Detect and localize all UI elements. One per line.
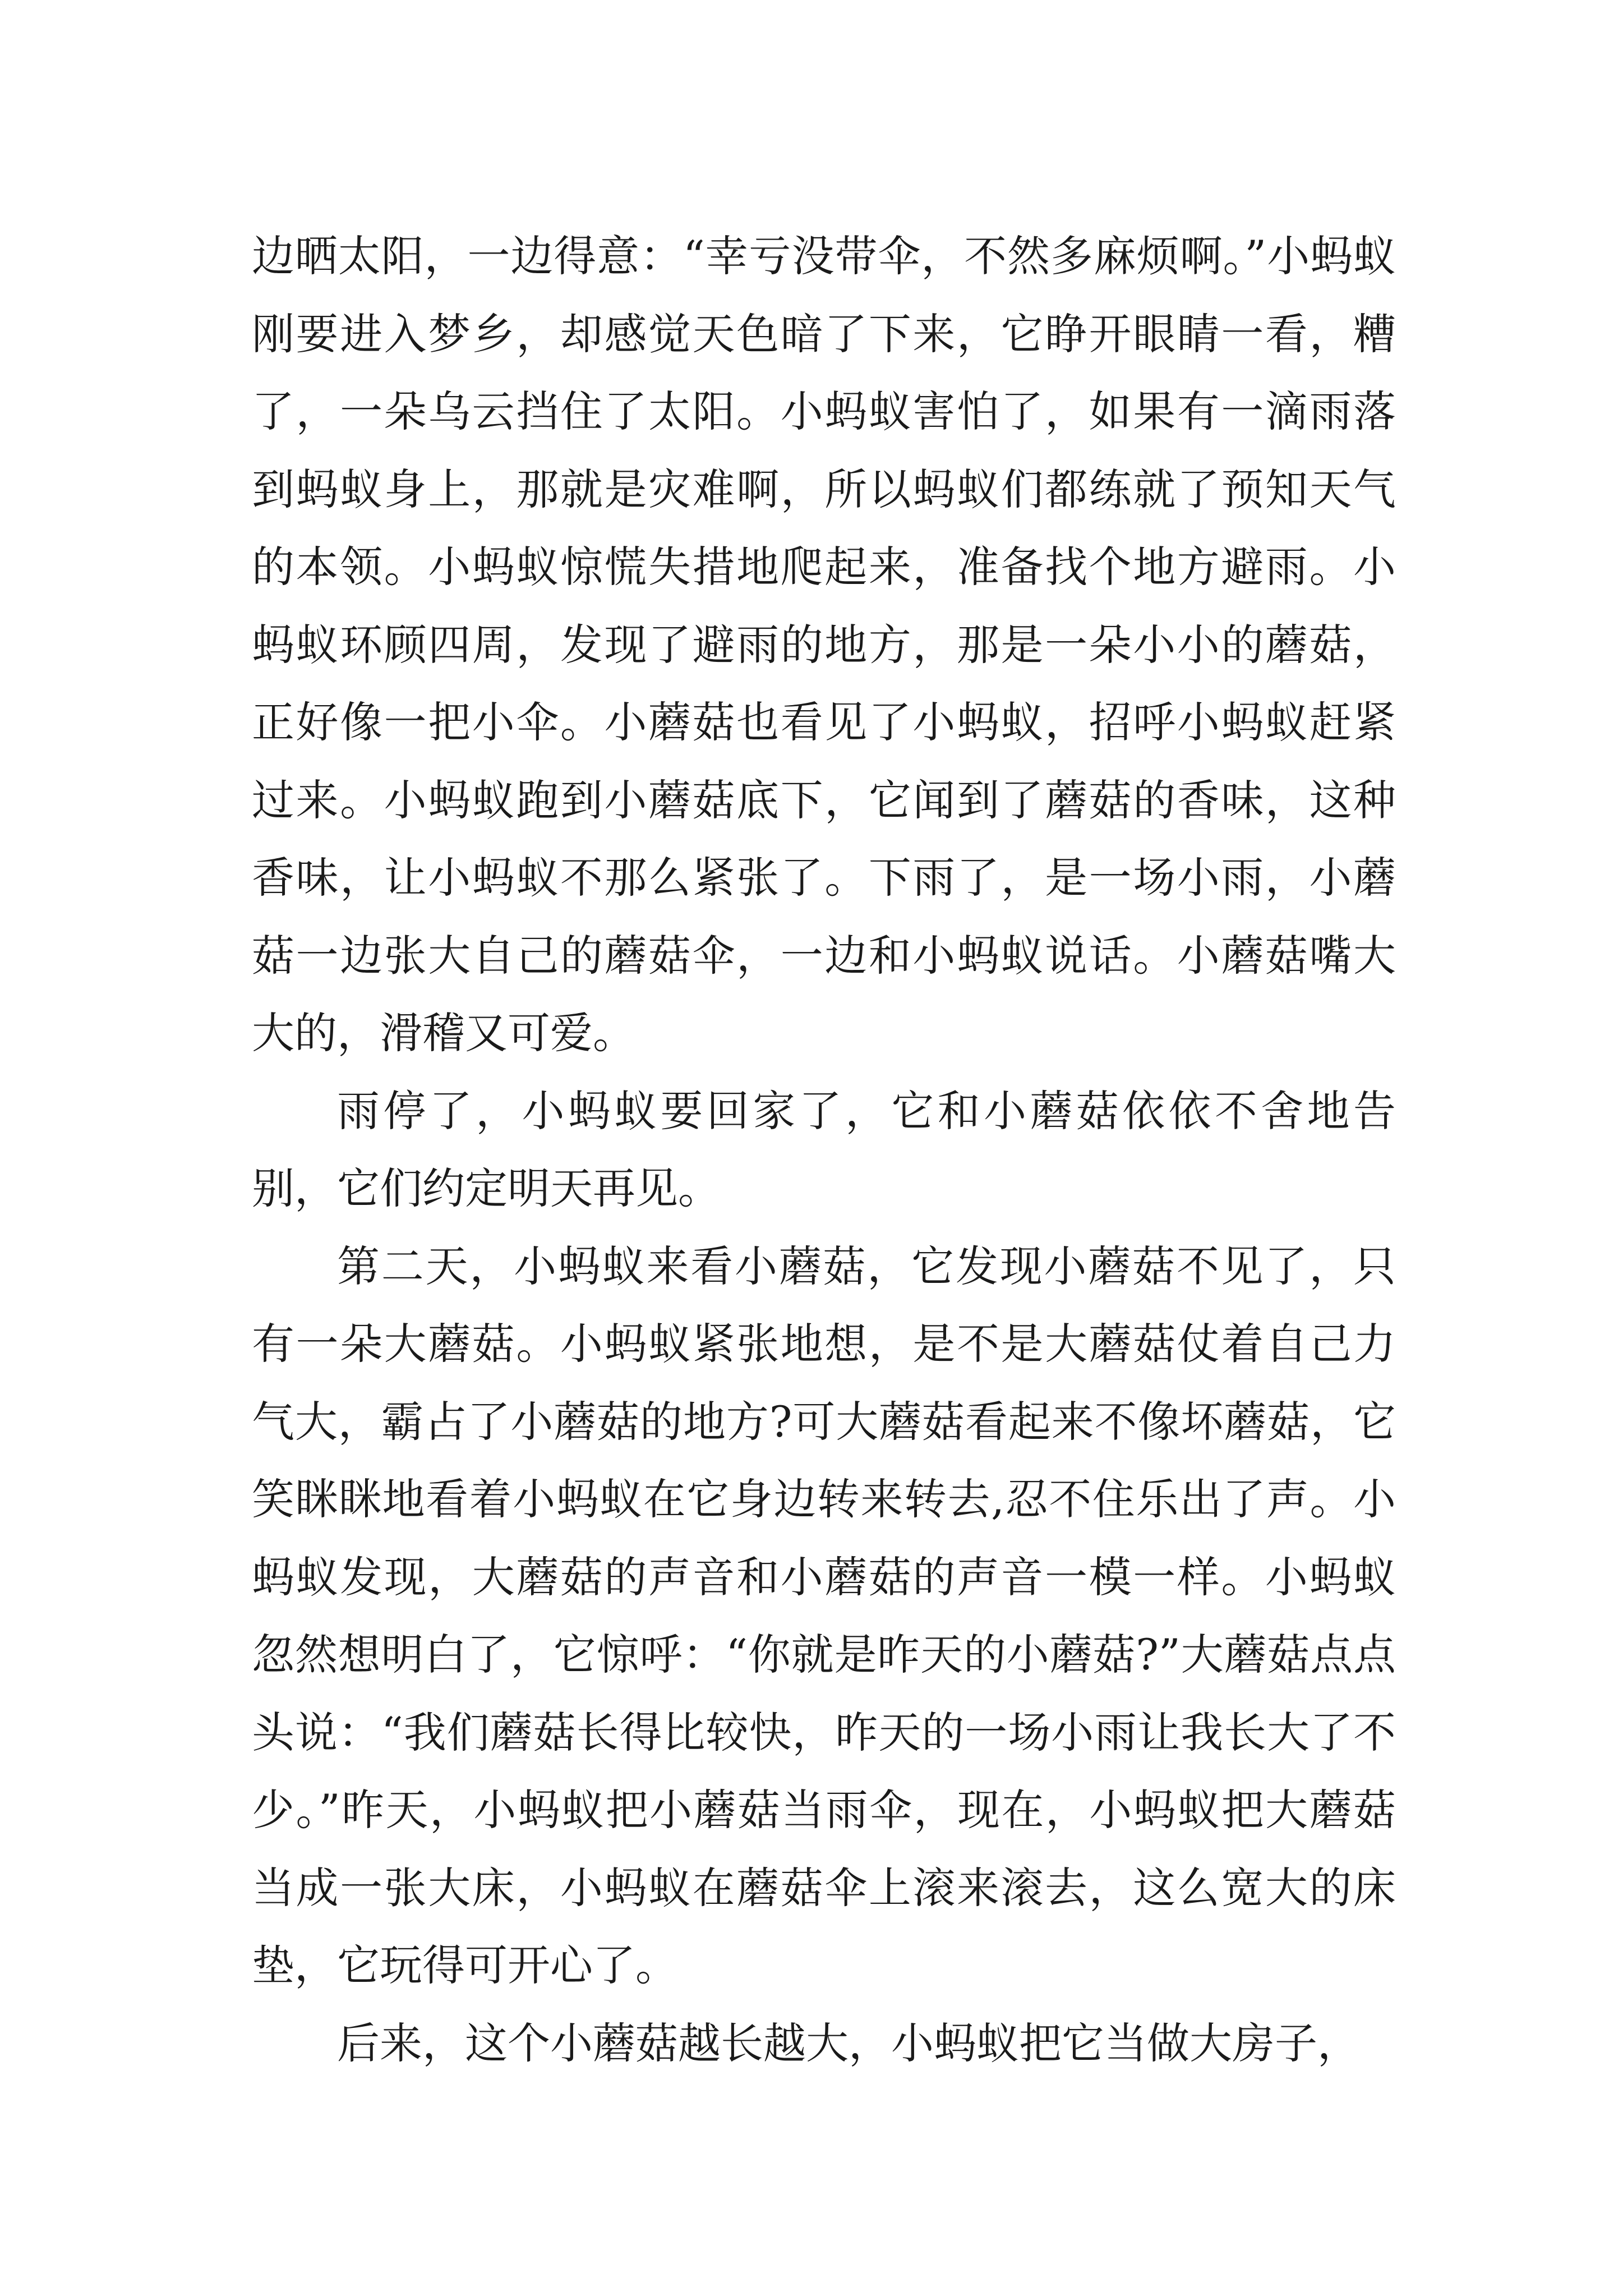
paragraph: 边晒太阳，一边得意：“幸亏没带伞，不然多麻烦啊。”小蚂蚁刚要进入梦乡，却感觉天色暗了下来，它睁开眼睛一看，糟了，一朵乌云挡住了太阳。小蚂蚁害怕了，如果有一滴雨落到蚂蚁身上，那就是灾难啊，所以蚂蚁们都练就了预知天气的本领。小蚂蚁惊慌失措地爬起来，准备找个地方避雨。小蚂蚁环顾四周，发现了避雨的地方，那是一朵小小的蘑菇，正好像一把小伞。小蘑菇也看见了小蚂蚁，招呼小蚂蚁赶紧过来。小蚂蚁跑到小蘑菇底下，它闻到了蘑菇的香味，这种香味，让小蚂蚁不那么紧张了。下雨了，是一场小雨，小蘑菇一边张大自己的蘑菇伞，一边和小蚂蚁说话。小蘑菇嘴大大的，滑稽又可爱。 [252, 231, 1396, 1058]
document-body [252, 218, 1396, 2082]
paragraph: 雨停了，小蚂蚁要回家了，它和小蘑菇依依不舍地告别，它们约定明天再见。 [252, 1085, 1396, 1213]
paragraph: 后来，这个小蘑菇越长越大，小蚂蚁把它当做大房子， [337, 2018, 1360, 2068]
paragraph: 第二天，小蚂蚁来看小蘑菇，它发现小蘑菇不见了，只有一朵大蘑菇。小蚂蚁紧张地想，是不是大蘑菇仗着自己力气大，霸占了小蘑菇的地方?可大蘑菇看起来不像坏蘑菇，它笑眯眯地看着小蚂蚁在它身边转来转去,忍不住乐出了声。小蚂蚁发现，大蘑菇的声音和小蘑菇的声音一模一样。小蚂蚁忽然想明白了，它惊呼：“你就是昨天的小蘑菇?”大蘑菇点点头说：“我们蘑菇长得比较快，昨天的一场小雨让我长大了不少。”昨天，小蚂蚁把小蘑菇当雨伞，现在，小蚂蚁把大蘑菇当成一张大床，小蚂蚁在蘑菇伞上滚来滚去，这么宽大的床垫，它玩得可开心了。 [252, 1241, 1396, 1990]
